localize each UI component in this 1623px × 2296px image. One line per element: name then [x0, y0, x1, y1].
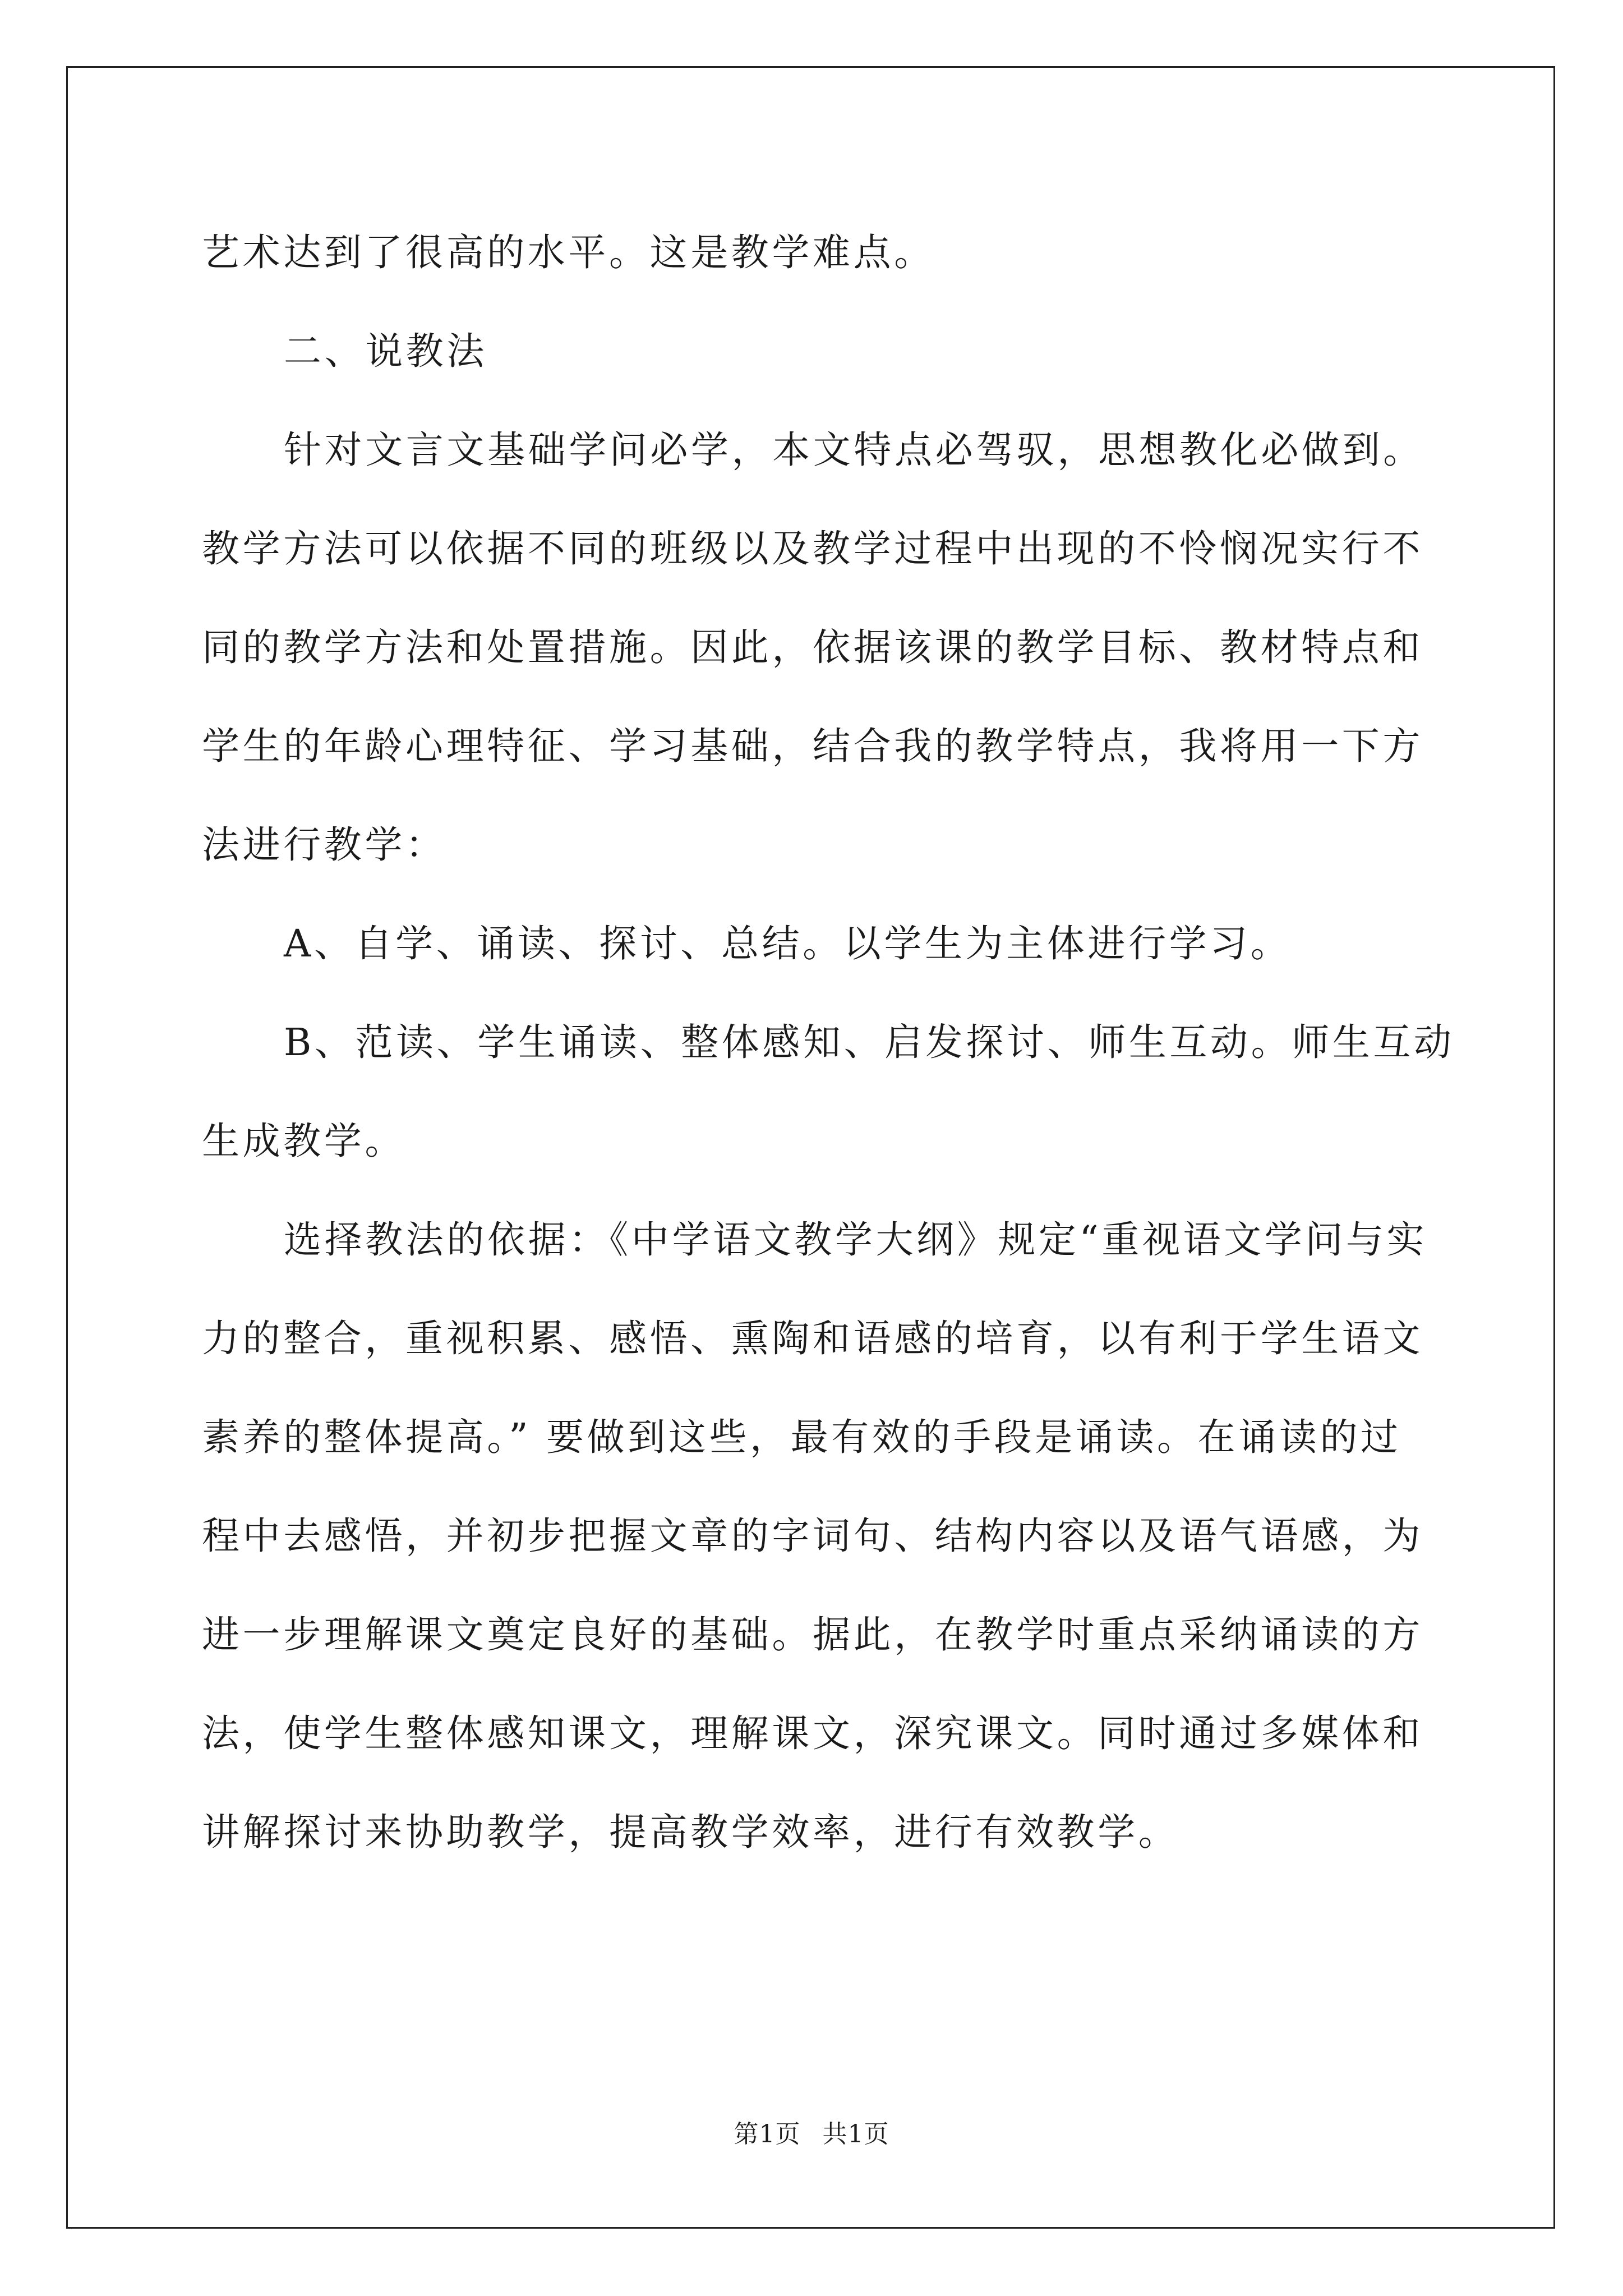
text-line: 同的教学方法和处置措施。因此，依据该课的教学目标、教材特点和	[202, 625, 1423, 669]
text-line: 力的整合，重视积累、感悟、熏陶和语感的培育，以有利于学生语文	[202, 1317, 1423, 1360]
text-line: 法，使学生整体感知课文，理解课文，深究课文。同时通过多媒体和	[202, 1711, 1423, 1755]
document-body	[202, 203, 1455, 1881]
text-line: 程中去感悟，并初步把握文章的字词句、结构内容以及语气语感，为	[202, 1514, 1423, 1558]
text-line: 艺术达到了很高的水平。这是教学难点。	[202, 231, 935, 274]
text-line: 生成教学。	[202, 1119, 405, 1163]
text-line: 教学方法可以依据不同的班级以及教学过程中出现的不怜悯况实行不	[202, 527, 1423, 570]
page-footer	[0, 2118, 1623, 2151]
section-heading: 二、说教法	[284, 329, 487, 373]
text-line: 素养的整体提高。” 要做到这些，最有效的手段是诵读。在诵读的过	[202, 1415, 1401, 1459]
list-item: A、自学、诵读、探讨、总结。以学生为主体进行学习。	[284, 922, 1292, 965]
text-line: 选择教法的依据：《中学语文教学大纲》规定“重视语文学问与实	[284, 1218, 1428, 1262]
text-line: 针对文言文基础学问必学，本文特点必驾驭，思想教化必做到。	[284, 428, 1424, 472]
text-line: 讲解探讨来协助教学，提高教学效率，进行有效教学。	[202, 1810, 1179, 1854]
text-line: 进一步理解课文奠定良好的基础。据此，在教学时重点采纳诵读的方	[202, 1613, 1423, 1657]
text-line: 法进行教学：	[202, 823, 446, 867]
list-item: B、范读、学生诵读、整体感知、启发探讨、师生互动。师生互动	[284, 1020, 1455, 1064]
text-line: 学生的年龄心理特征、学习基础，结合我的教学特点，我将用一下方	[202, 724, 1423, 768]
page-total: 共1页	[822, 2120, 889, 2148]
page-number: 第1页	[734, 2120, 801, 2148]
